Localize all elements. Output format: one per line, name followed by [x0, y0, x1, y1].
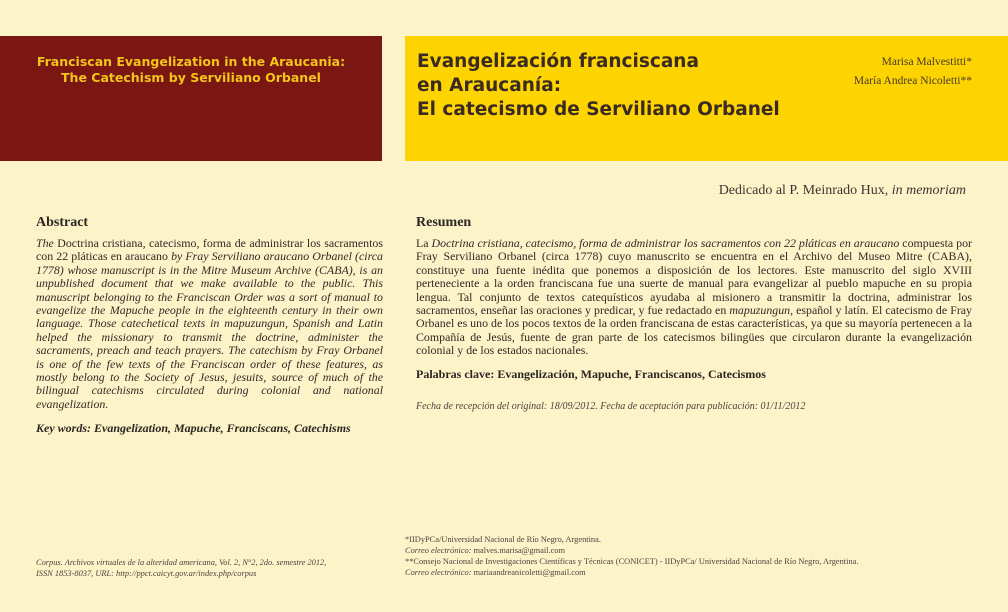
footnote-2: **Consejo Nacional de Investigaciones Científicas y Técnicas (CONICET) - IIDyPCa/ Universidad Nacional de Río Negro, Argentina. [405, 557, 859, 566]
spanish-title: Evangelización franciscana en Araucanía: El catecismo de Serviliano Orbanel [417, 51, 780, 120]
english-keywords: Key words: Evangelization, Mapuche, Franciscans, Catechisms [36, 421, 351, 436]
resumen-text: La Doctrina cristiana, catecismo, forma de administrar los sacramentos con 22 pláticas en araucano compuesta por Fray Serviliano Orbanel (circa 1778) cuyo manuscrito se encuentra en el Archivo del Museo Mitre (CABA), constituye una fuente inédita que ponemos a disposición de los lectores. Este manuscrito del siglo XVIII perteneciente a la orden franciscana fue una suerte de manual para evangelizar al pueblo mapuche en su propia lengua. Tal conjunto de textos catequísticos ayudaba al misionero a transmitir la doctrina, administrar los sacramentos, enseñar las oraciones y predicar, y fue redactado en mapuzungun, español y latín. El catecismo de Fray Orbanel es uno de los pocos textos de la orden franciscana de estas características, ya que su mayoría pertenecen a la Compañía de Jesús, fuente de gran parte de los catecismos bilingües que circularon durante la evangelización colonial y de los estados nacionales. [416, 236, 972, 358]
abstract-section [36, 215, 383, 436]
english-title-banner [0, 36, 382, 161]
abstract-heading: Abstract [36, 215, 89, 230]
spanish-title-banner [405, 36, 1008, 161]
resumen-heading: Resumen [416, 215, 472, 230]
submission-dates: Fecha de recepción del original: 18/09/2012. Fecha de aceptación para publicación: 01/11/2012 [416, 400, 806, 412]
abstract-text: The Doctrina cristiana, catecismo, forma de administrar los sacramentos con 22 pláticas en araucano by Fray Serviliano araucano Orbanel (circa 1778) whose manuscript is in the Mitre Museum Archive (CABA), is an unpublished document that we make available to the public. This manuscript belonging to the Franciscan Order was a sort of manual to evangelize the Mapuche people in the eighteenth century in their own language. Those catechetical texts in mapuzungun, Spanish and Latin helped the missionary to transmit the doctrine, administer the sacraments, preach and teach prayers. The catechism by Fray Orbanel is one of the few texts of the Franciscan order of these features, as mostly belong to the Society of Jesus, jesuits, source of much of the bilingual catechisms circulated during colonial and national evangelization. [36, 236, 383, 411]
resumen-section [416, 215, 972, 412]
spanish-keywords: Palabras clave: Evangelización, Mapuche, Franciscanos, Catecismos [416, 366, 766, 381]
author-list [854, 53, 972, 91]
author-footnotes [405, 534, 995, 578]
journal-citation: Corpus. Archivos virtuales de la alteridad americana, Vol. 2, N°2, 2do. semestre 2012, ISSN 1853-8037, URL: http://ppct.caicyt.gov.ar/index.php/corpus [36, 558, 327, 578]
footnote-1: *IIDyPCa/Universidad Nacional de Río Negro, Argentina. [405, 535, 601, 544]
english-title: Franciscan Evangelization in the Araucania: The Catechism by Serviliano Orbanel [36, 54, 346, 85]
dedication: Dedicado al P. Meinrado Hux, in memoriam [718, 183, 966, 198]
footnote-2-email: Correo electrónico: mariaandreanicoletti@gmail.com [405, 568, 586, 577]
author-1: Marisa Malvestitti* [881, 56, 972, 68]
author-2: María Andrea Nicoletti** [853, 75, 972, 87]
footnote-1-email: Correo electrónico: malves.marisa@gmail.com [405, 546, 565, 555]
